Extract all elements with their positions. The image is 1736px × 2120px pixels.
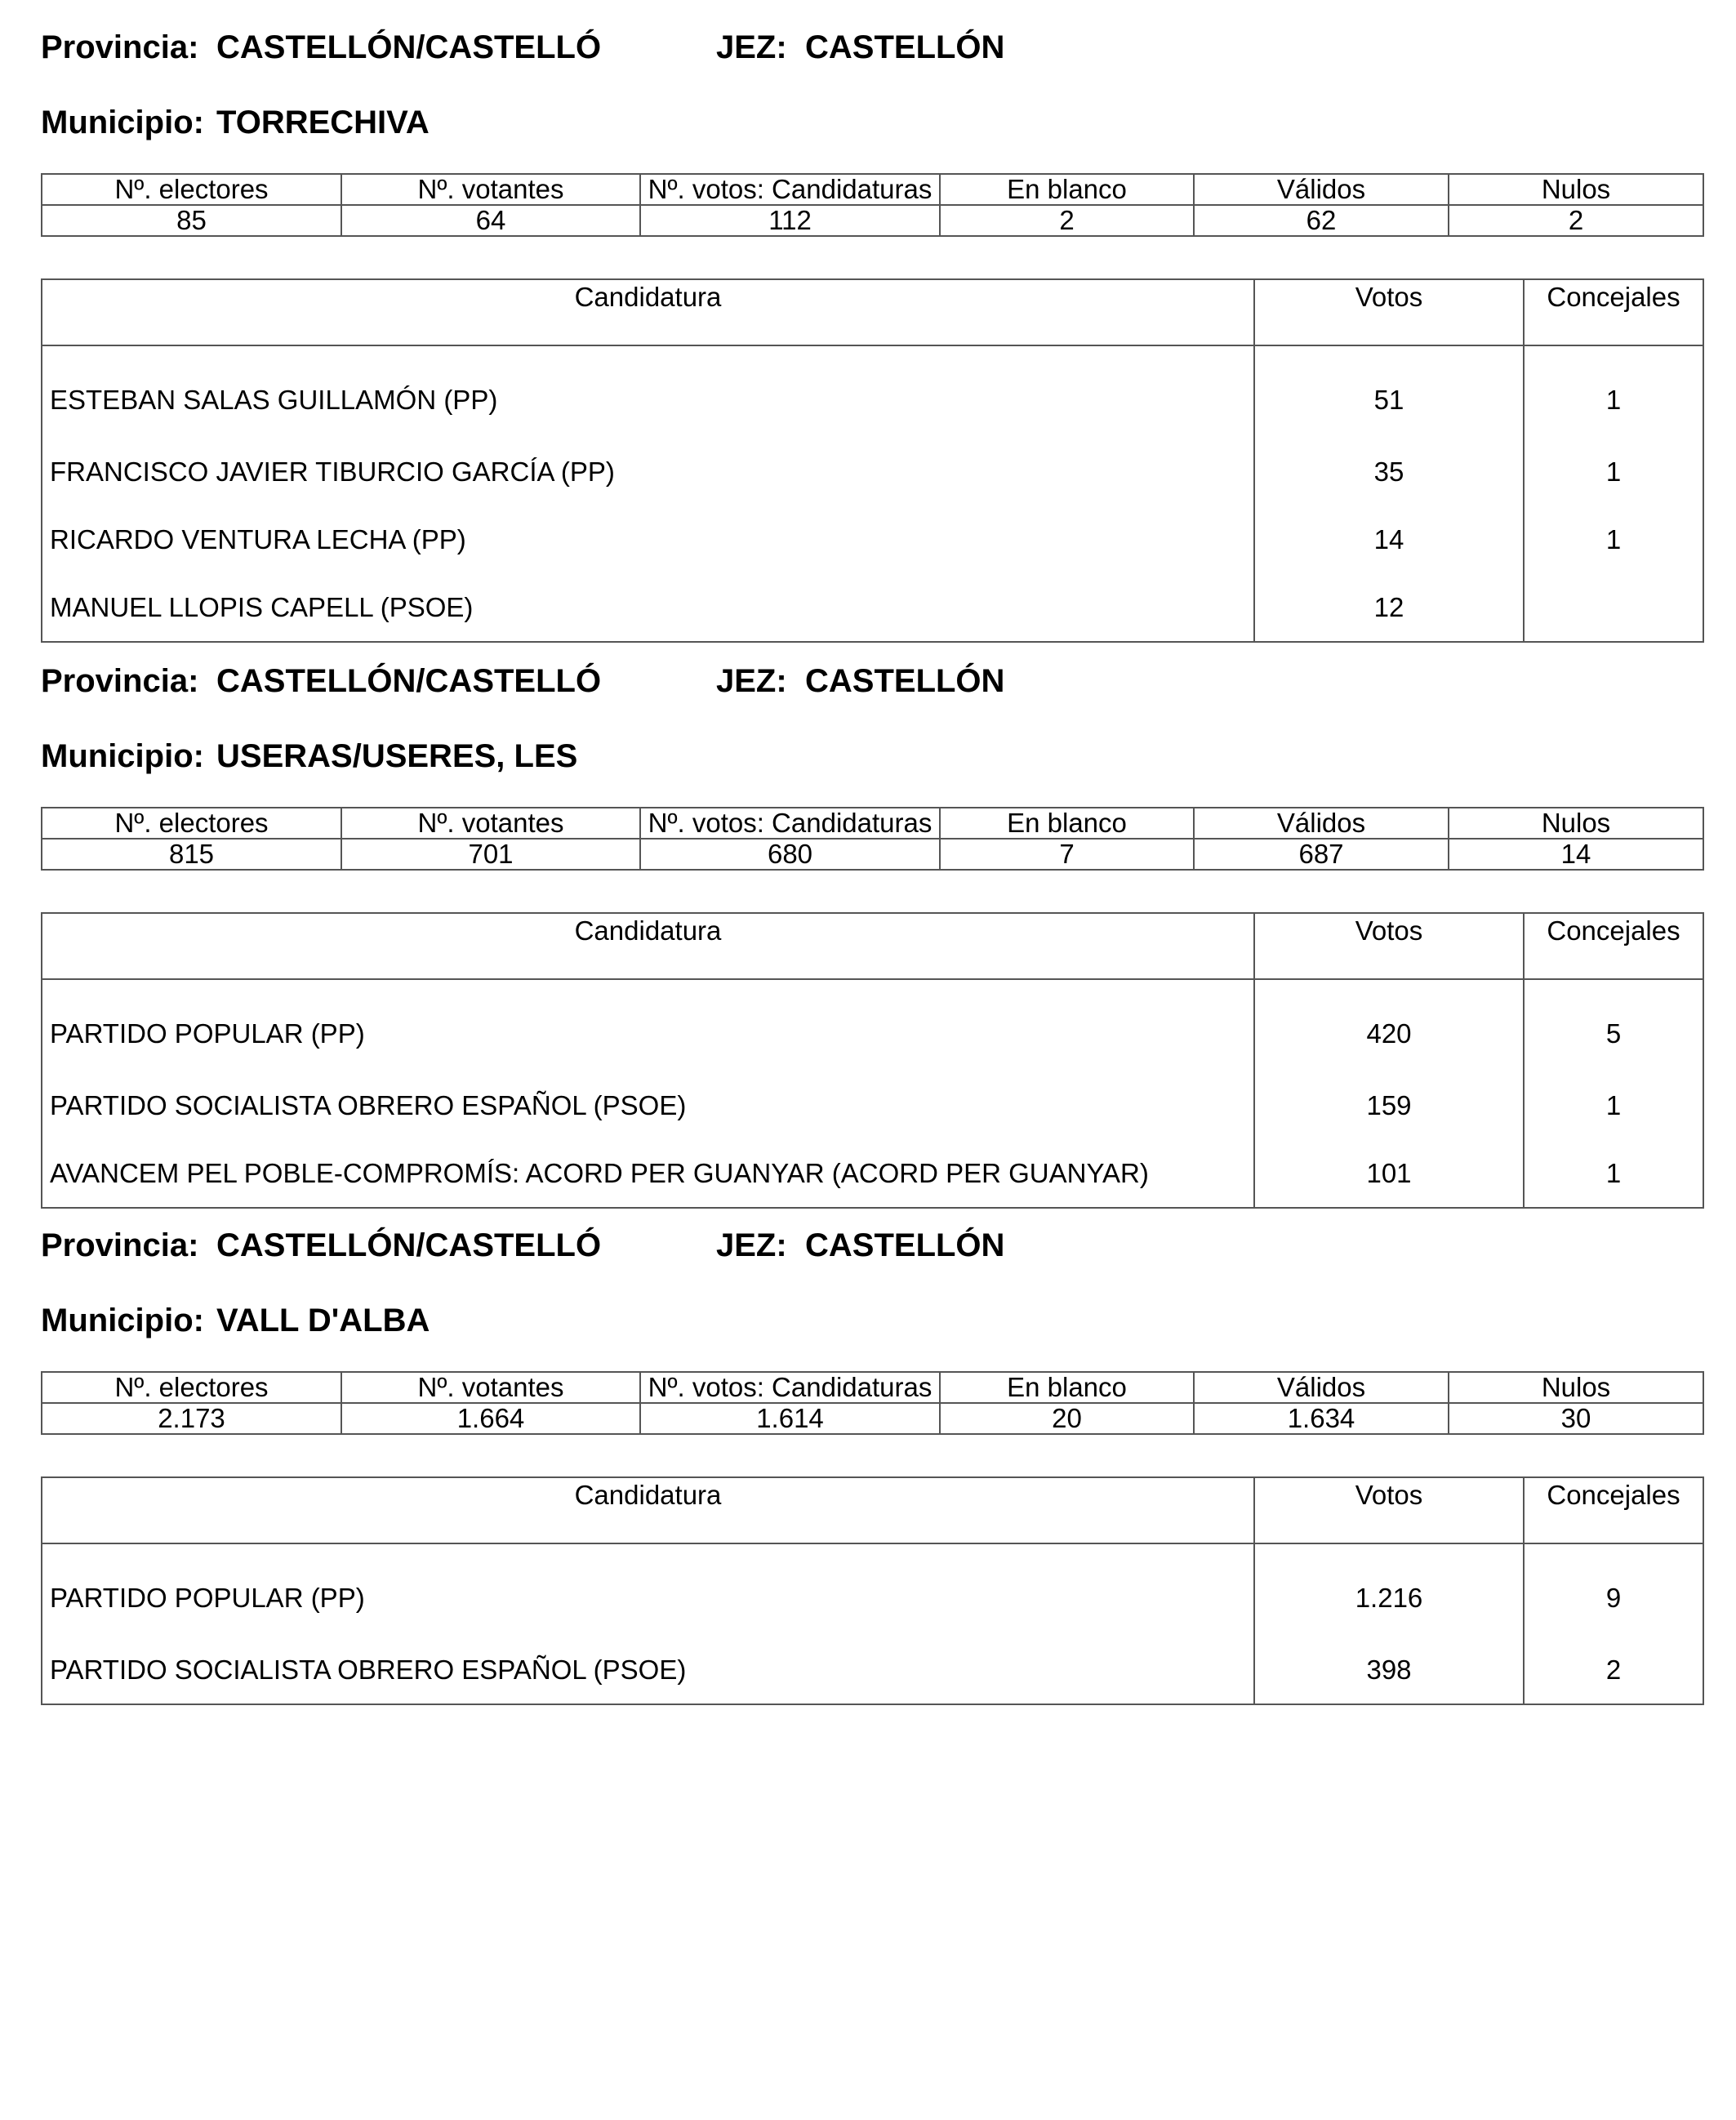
table-row — [42, 1071, 1703, 1139]
provincia-label: Provincia: — [41, 663, 199, 699]
col-candidatura-header: Candidatura — [42, 279, 1254, 345]
candidatura-name: PARTIDO SOCIALISTA OBRERO ESPAÑOL (PSOE) — [42, 1071, 1254, 1139]
votos-value: 14 — [1254, 506, 1524, 573]
provincia-value: CASTELLÓN/CASTELLÓ — [216, 29, 602, 65]
col-en-blanco-header: En blanco — [940, 808, 1194, 839]
concejales-value: 1 — [1524, 1139, 1703, 1208]
stats-header-row — [42, 174, 1703, 205]
concejales-value — [1524, 573, 1703, 642]
col-validos-header: Válidos — [1194, 174, 1449, 205]
candidatura-name: MANUEL LLOPIS CAPELL (PSOE) — [42, 573, 1254, 642]
stats-values-row — [42, 205, 1703, 236]
provincia-label: Provincia: — [41, 1227, 199, 1263]
votos-value: 398 — [1254, 1636, 1524, 1704]
votos-value: 12 — [1254, 573, 1524, 642]
nulos-value: 30 — [1449, 1403, 1703, 1434]
stats-values-row — [42, 839, 1703, 870]
provincia-label: Provincia: — [41, 29, 199, 65]
col-votantes-header: Nº. votantes — [341, 808, 640, 839]
validos-value: 687 — [1194, 839, 1449, 870]
votos-value: 420 — [1254, 979, 1524, 1071]
table-row — [42, 506, 1703, 573]
votos-candidaturas-value: 1.614 — [640, 1403, 940, 1434]
table-row — [42, 1543, 1703, 1636]
concejales-value: 1 — [1524, 345, 1703, 438]
candidatura-header-row — [42, 913, 1703, 979]
col-votos-candidaturas-header: Nº. votos: Candidaturas — [640, 174, 940, 205]
col-candidatura-header: Candidatura — [42, 1477, 1254, 1543]
electores-value: 815 — [42, 839, 341, 870]
nulos-value: 2 — [1449, 205, 1703, 236]
candidatura-name: ESTEBAN SALAS GUILLAMÓN (PP) — [42, 345, 1254, 438]
candidatura-name: PARTIDO SOCIALISTA OBRERO ESPAÑOL (PSOE) — [42, 1636, 1254, 1704]
col-concejales-header: Concejales — [1524, 913, 1703, 979]
table-row — [42, 1636, 1703, 1704]
candidatura-name: PARTIDO POPULAR (PP) — [42, 979, 1254, 1071]
candidatura-header-row — [42, 279, 1703, 345]
concejales-value: 2 — [1524, 1636, 1703, 1704]
votos-value: 51 — [1254, 345, 1524, 438]
candidatura-table — [41, 912, 1704, 1209]
candidatura-header-row — [42, 1477, 1703, 1543]
municipio-line — [41, 103, 1703, 142]
stats-header-row — [42, 808, 1703, 839]
stats-header-row — [42, 1372, 1703, 1403]
municipio-section-1 — [41, 24, 1703, 621]
col-validos-header: Válidos — [1194, 808, 1449, 839]
concejales-value: 5 — [1524, 979, 1703, 1071]
candidatura-name: RICARDO VENTURA LECHA (PP) — [42, 506, 1254, 573]
municipio-label: Municipio: — [41, 105, 204, 140]
nulos-value: 14 — [1449, 839, 1703, 870]
col-nulos-header: Nulos — [1449, 808, 1703, 839]
jez-value: CASTELLÓN — [805, 663, 1005, 699]
col-concejales-header: Concejales — [1524, 279, 1703, 345]
municipio-label: Municipio: — [41, 738, 204, 774]
stats-table — [41, 173, 1704, 237]
col-validos-header: Válidos — [1194, 1372, 1449, 1403]
candidatura-name: PARTIDO POPULAR (PP) — [42, 1543, 1254, 1636]
votos-value: 1.216 — [1254, 1543, 1524, 1636]
validos-value: 1.634 — [1194, 1403, 1449, 1434]
col-nulos-header: Nulos — [1449, 1372, 1703, 1403]
concejales-value: 1 — [1524, 506, 1703, 573]
col-votos-header: Votos — [1254, 1477, 1524, 1543]
col-concejales-header: Concejales — [1524, 1477, 1703, 1543]
col-votos-header: Votos — [1254, 279, 1524, 345]
provincia-value: CASTELLÓN/CASTELLÓ — [216, 1227, 602, 1263]
en-blanco-value: 2 — [940, 205, 1194, 236]
candidatura-name: FRANCISCO JAVIER TIBURCIO GARCÍA (PP) — [42, 438, 1254, 506]
candidatura-table — [41, 1476, 1704, 1705]
table-row — [42, 979, 1703, 1071]
col-candidatura-header: Candidatura — [42, 913, 1254, 979]
municipio-value: VALL D'ALBA — [216, 1303, 430, 1338]
votos-candidaturas-value: 680 — [640, 839, 940, 870]
en-blanco-value: 7 — [940, 839, 1194, 870]
municipio-label: Municipio: — [41, 1303, 204, 1338]
table-row — [42, 573, 1703, 642]
votantes-value: 64 — [341, 205, 640, 236]
jez-value: CASTELLÓN — [805, 1227, 1005, 1263]
col-en-blanco-header: En blanco — [940, 174, 1194, 205]
jez-value: CASTELLÓN — [805, 29, 1005, 65]
municipio-line — [41, 737, 1703, 776]
stats-table — [41, 807, 1704, 871]
electores-value: 85 — [42, 205, 341, 236]
stats-values-row — [42, 1403, 1703, 1434]
provincia-line — [41, 1226, 1703, 1265]
stats-table — [41, 1371, 1704, 1435]
jez-label: JEZ: — [716, 1227, 787, 1263]
concejales-value: 9 — [1524, 1543, 1703, 1636]
col-nulos-header: Nulos — [1449, 174, 1703, 205]
votos-value: 159 — [1254, 1071, 1524, 1139]
col-votantes-header: Nº. votantes — [341, 174, 640, 205]
concejales-value: 1 — [1524, 438, 1703, 506]
jez-label: JEZ: — [716, 663, 787, 699]
validos-value: 62 — [1194, 205, 1449, 236]
votantes-value: 1.664 — [341, 1403, 640, 1434]
votantes-value: 701 — [341, 839, 640, 870]
col-en-blanco-header: En blanco — [940, 1372, 1194, 1403]
votos-value: 35 — [1254, 438, 1524, 506]
candidatura-name: AVANCEM PEL POBLE-COMPROMÍS: ACORD PER GUANYAR (ACORD PER GUANYAR) — [42, 1139, 1254, 1208]
provincia-value: CASTELLÓN/CASTELLÓ — [216, 663, 602, 699]
municipio-section-3 — [41, 1223, 1703, 1696]
col-electores-header: Nº. electores — [42, 1372, 341, 1403]
municipio-value: USERAS/USERES, LES — [216, 738, 578, 774]
col-votos-header: Votos — [1254, 913, 1524, 979]
col-electores-header: Nº. electores — [42, 808, 341, 839]
municipio-section-2 — [41, 658, 1703, 1189]
votos-candidaturas-value: 112 — [640, 205, 940, 236]
provincia-line — [41, 661, 1703, 701]
concejales-value: 1 — [1524, 1071, 1703, 1139]
table-row — [42, 438, 1703, 506]
candidatura-table — [41, 278, 1704, 643]
votos-value: 101 — [1254, 1139, 1524, 1208]
en-blanco-value: 20 — [940, 1403, 1194, 1434]
jez-label: JEZ: — [716, 29, 787, 65]
table-row — [42, 1139, 1703, 1208]
col-votos-candidaturas-header: Nº. votos: Candidaturas — [640, 808, 940, 839]
provincia-line — [41, 28, 1703, 67]
municipio-line — [41, 1301, 1703, 1340]
col-electores-header: Nº. electores — [42, 174, 341, 205]
electores-value: 2.173 — [42, 1403, 341, 1434]
municipio-value: TORRECHIVA — [216, 105, 430, 140]
col-votantes-header: Nº. votantes — [341, 1372, 640, 1403]
col-votos-candidaturas-header: Nº. votos: Candidaturas — [640, 1372, 940, 1403]
table-row — [42, 345, 1703, 438]
